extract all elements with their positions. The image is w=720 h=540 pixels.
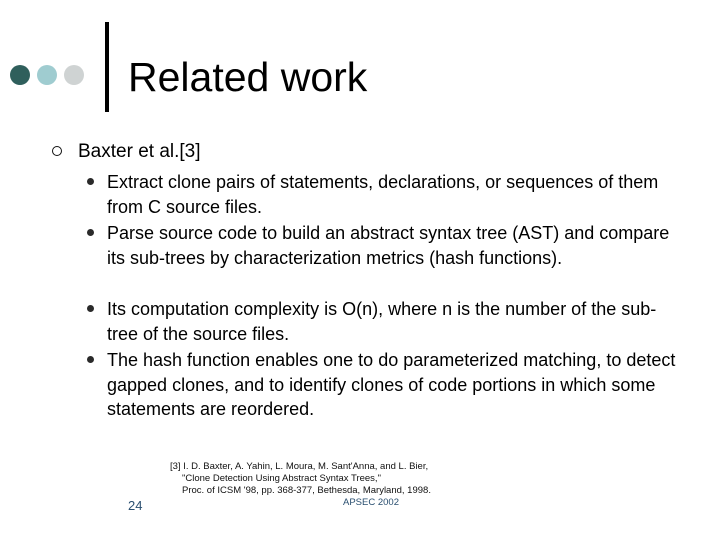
teal-dot-icon [37,65,57,85]
bullet-text: The hash function enables one to do parameterized matching, to detect gapped clones, and to identify clones of code portions in which some statements are reordered. [107,350,676,419]
reference-line: Proc. of ICSM '98, pp. 368-377, Bethesda, Maryland, 1998. [182,485,431,496]
bullet-dot-icon [87,178,94,185]
title-divider [105,22,109,112]
dark-dot-icon [10,65,30,85]
slide-title: Related work [128,54,368,100]
bullet-dot-icon [87,356,94,363]
bullet-dot-icon [87,305,94,312]
gray-dot-icon [64,65,84,85]
bullet-heading: Baxter et al.[3] [78,141,201,162]
reference-line: "Clone Detection Using Abstract Syntax Trees," [182,473,381,484]
reference-citation [170,461,460,497]
bullet-dot-icon [87,229,94,236]
hollow-bullet-icon [52,146,62,156]
page-number: 24 [128,498,143,513]
footer-text: APSEC 2002 [343,497,399,508]
bullet-text: Extract clone pairs of statements, declarations, or sequences of them from C source files. [107,172,659,217]
bullet-text: Parse source code to build an abstract syntax tree (AST) and compare its sub-trees by characterization metrics (hash functions). [107,223,670,268]
reference-line: [3] I. D. Baxter, A. Yahin, L. Moura, M. Sant'Anna, and L. Bier, [170,461,429,472]
bullet-text: Its computation complexity is O(n), where n is the number of the sub-tree of the source files. [107,299,657,344]
